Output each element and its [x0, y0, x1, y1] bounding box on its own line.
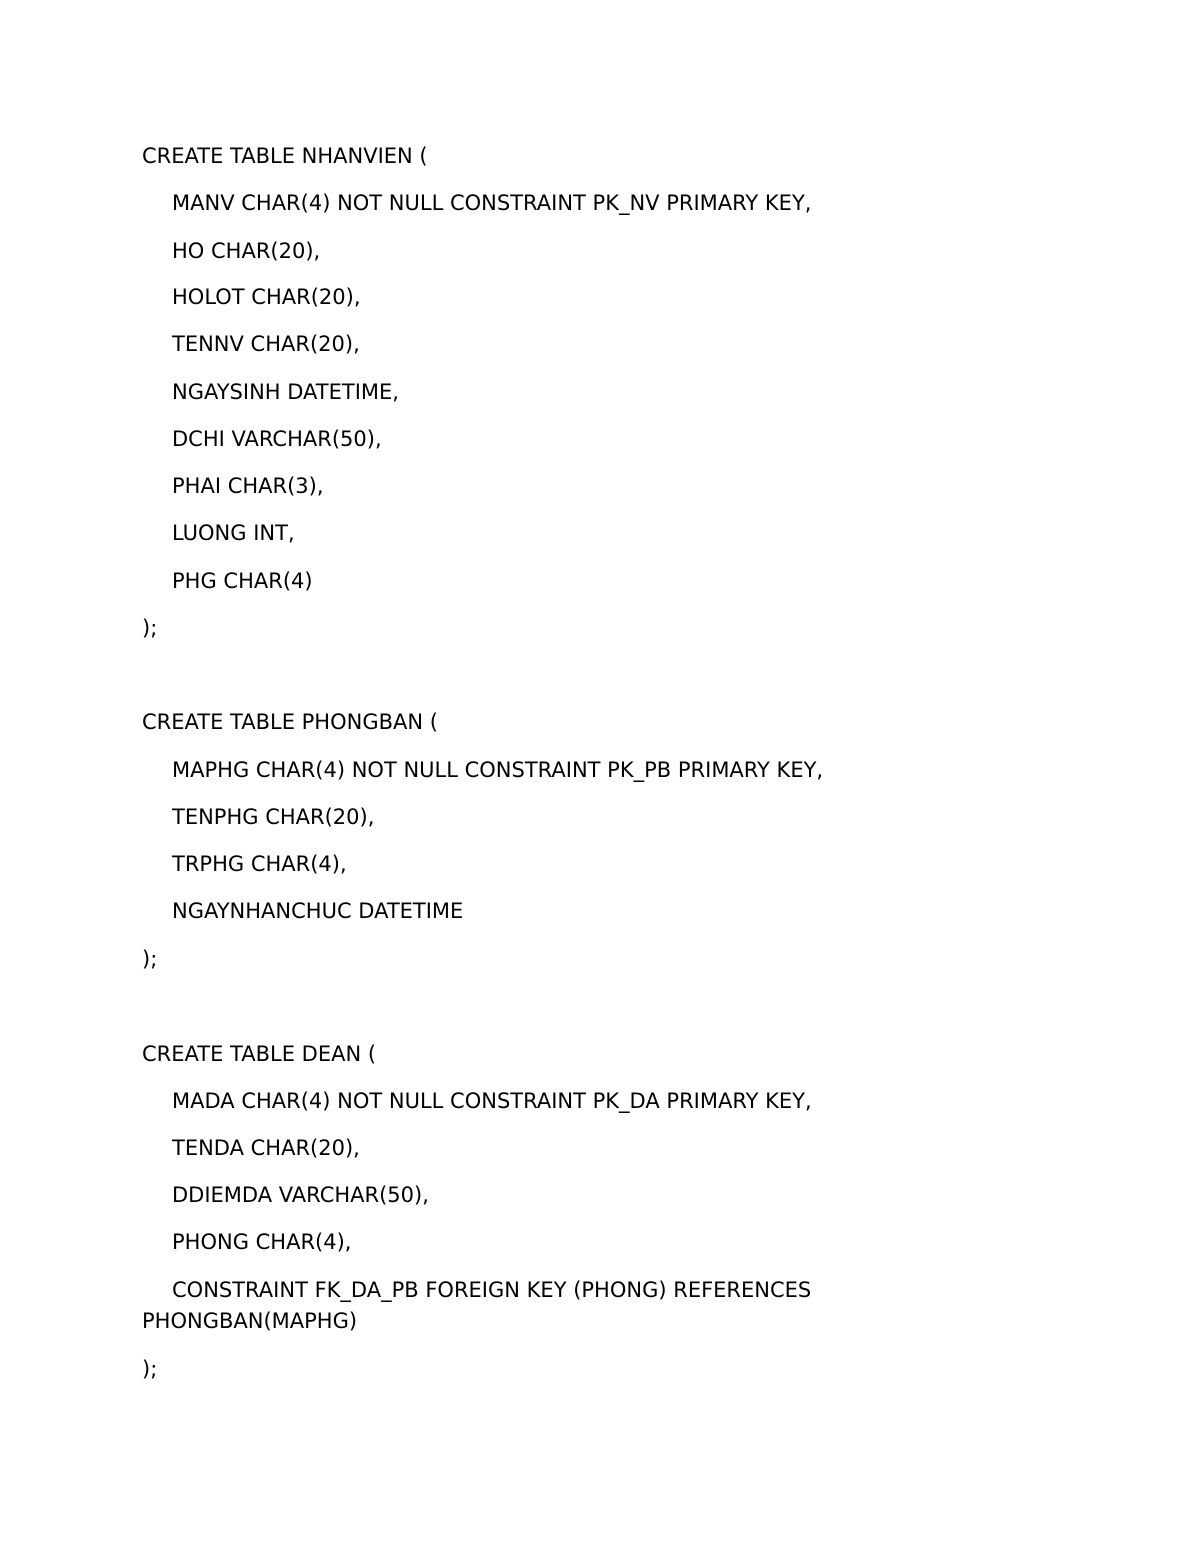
sql-line-constraint-fk: CONSTRAINT FK_DA_PB FOREIGN KEY (PHONG) REFERENCES [172, 1278, 812, 1302]
sql-line-phg: PHG CHAR(4) [172, 569, 313, 593]
sql-line-ho: HO CHAR(20), [172, 239, 321, 263]
sql-line-ddiemda: DDIEMDA VARCHAR(50), [172, 1183, 429, 1207]
sql-line-trphg: TRPHG CHAR(4), [172, 852, 347, 876]
sql-line-ngaynhanchuc: NGAYNHANCHUC DATETIME [172, 899, 464, 923]
sql-line-dchi: DCHI VARCHAR(50), [172, 427, 382, 451]
sql-line-tenda: TENDA CHAR(20), [172, 1136, 360, 1160]
sql-line-fk-reference: PHONGBAN(MAPHG) [142, 1309, 358, 1333]
sql-line-create-nhanvien: CREATE TABLE NHANVIEN ( [142, 144, 428, 168]
sql-line-tenphg: TENPHG CHAR(20), [172, 805, 375, 829]
sql-line-create-phongban: CREATE TABLE PHONGBAN ( [142, 710, 438, 734]
sql-line-tennv: TENNV CHAR(20), [172, 332, 360, 356]
sql-line-close-phongban: ); [142, 947, 158, 971]
sql-line-phong: PHONG CHAR(4), [172, 1230, 352, 1254]
sql-line-mada: MADA CHAR(4) NOT NULL CONSTRAINT PK_DA PRIMARY KEY, [172, 1089, 812, 1113]
sql-line-maphg: MAPHG CHAR(4) NOT NULL CONSTRAINT PK_PB PRIMARY KEY, [172, 758, 824, 782]
sql-line-phai: PHAI CHAR(3), [172, 474, 324, 498]
sql-line-luong: LUONG INT, [172, 521, 295, 545]
sql-line-manv: MANV CHAR(4) NOT NULL CONSTRAINT PK_NV PRIMARY KEY, [172, 191, 812, 215]
sql-line-close-nhanvien: ); [142, 616, 158, 640]
sql-line-close-dean: ); [142, 1357, 158, 1381]
sql-line-ngaysinh: NGAYSINH DATETIME, [172, 380, 399, 404]
sql-line-holot: HOLOT CHAR(20), [172, 285, 361, 309]
sql-line-create-dean: CREATE TABLE DEAN ( [142, 1042, 377, 1066]
